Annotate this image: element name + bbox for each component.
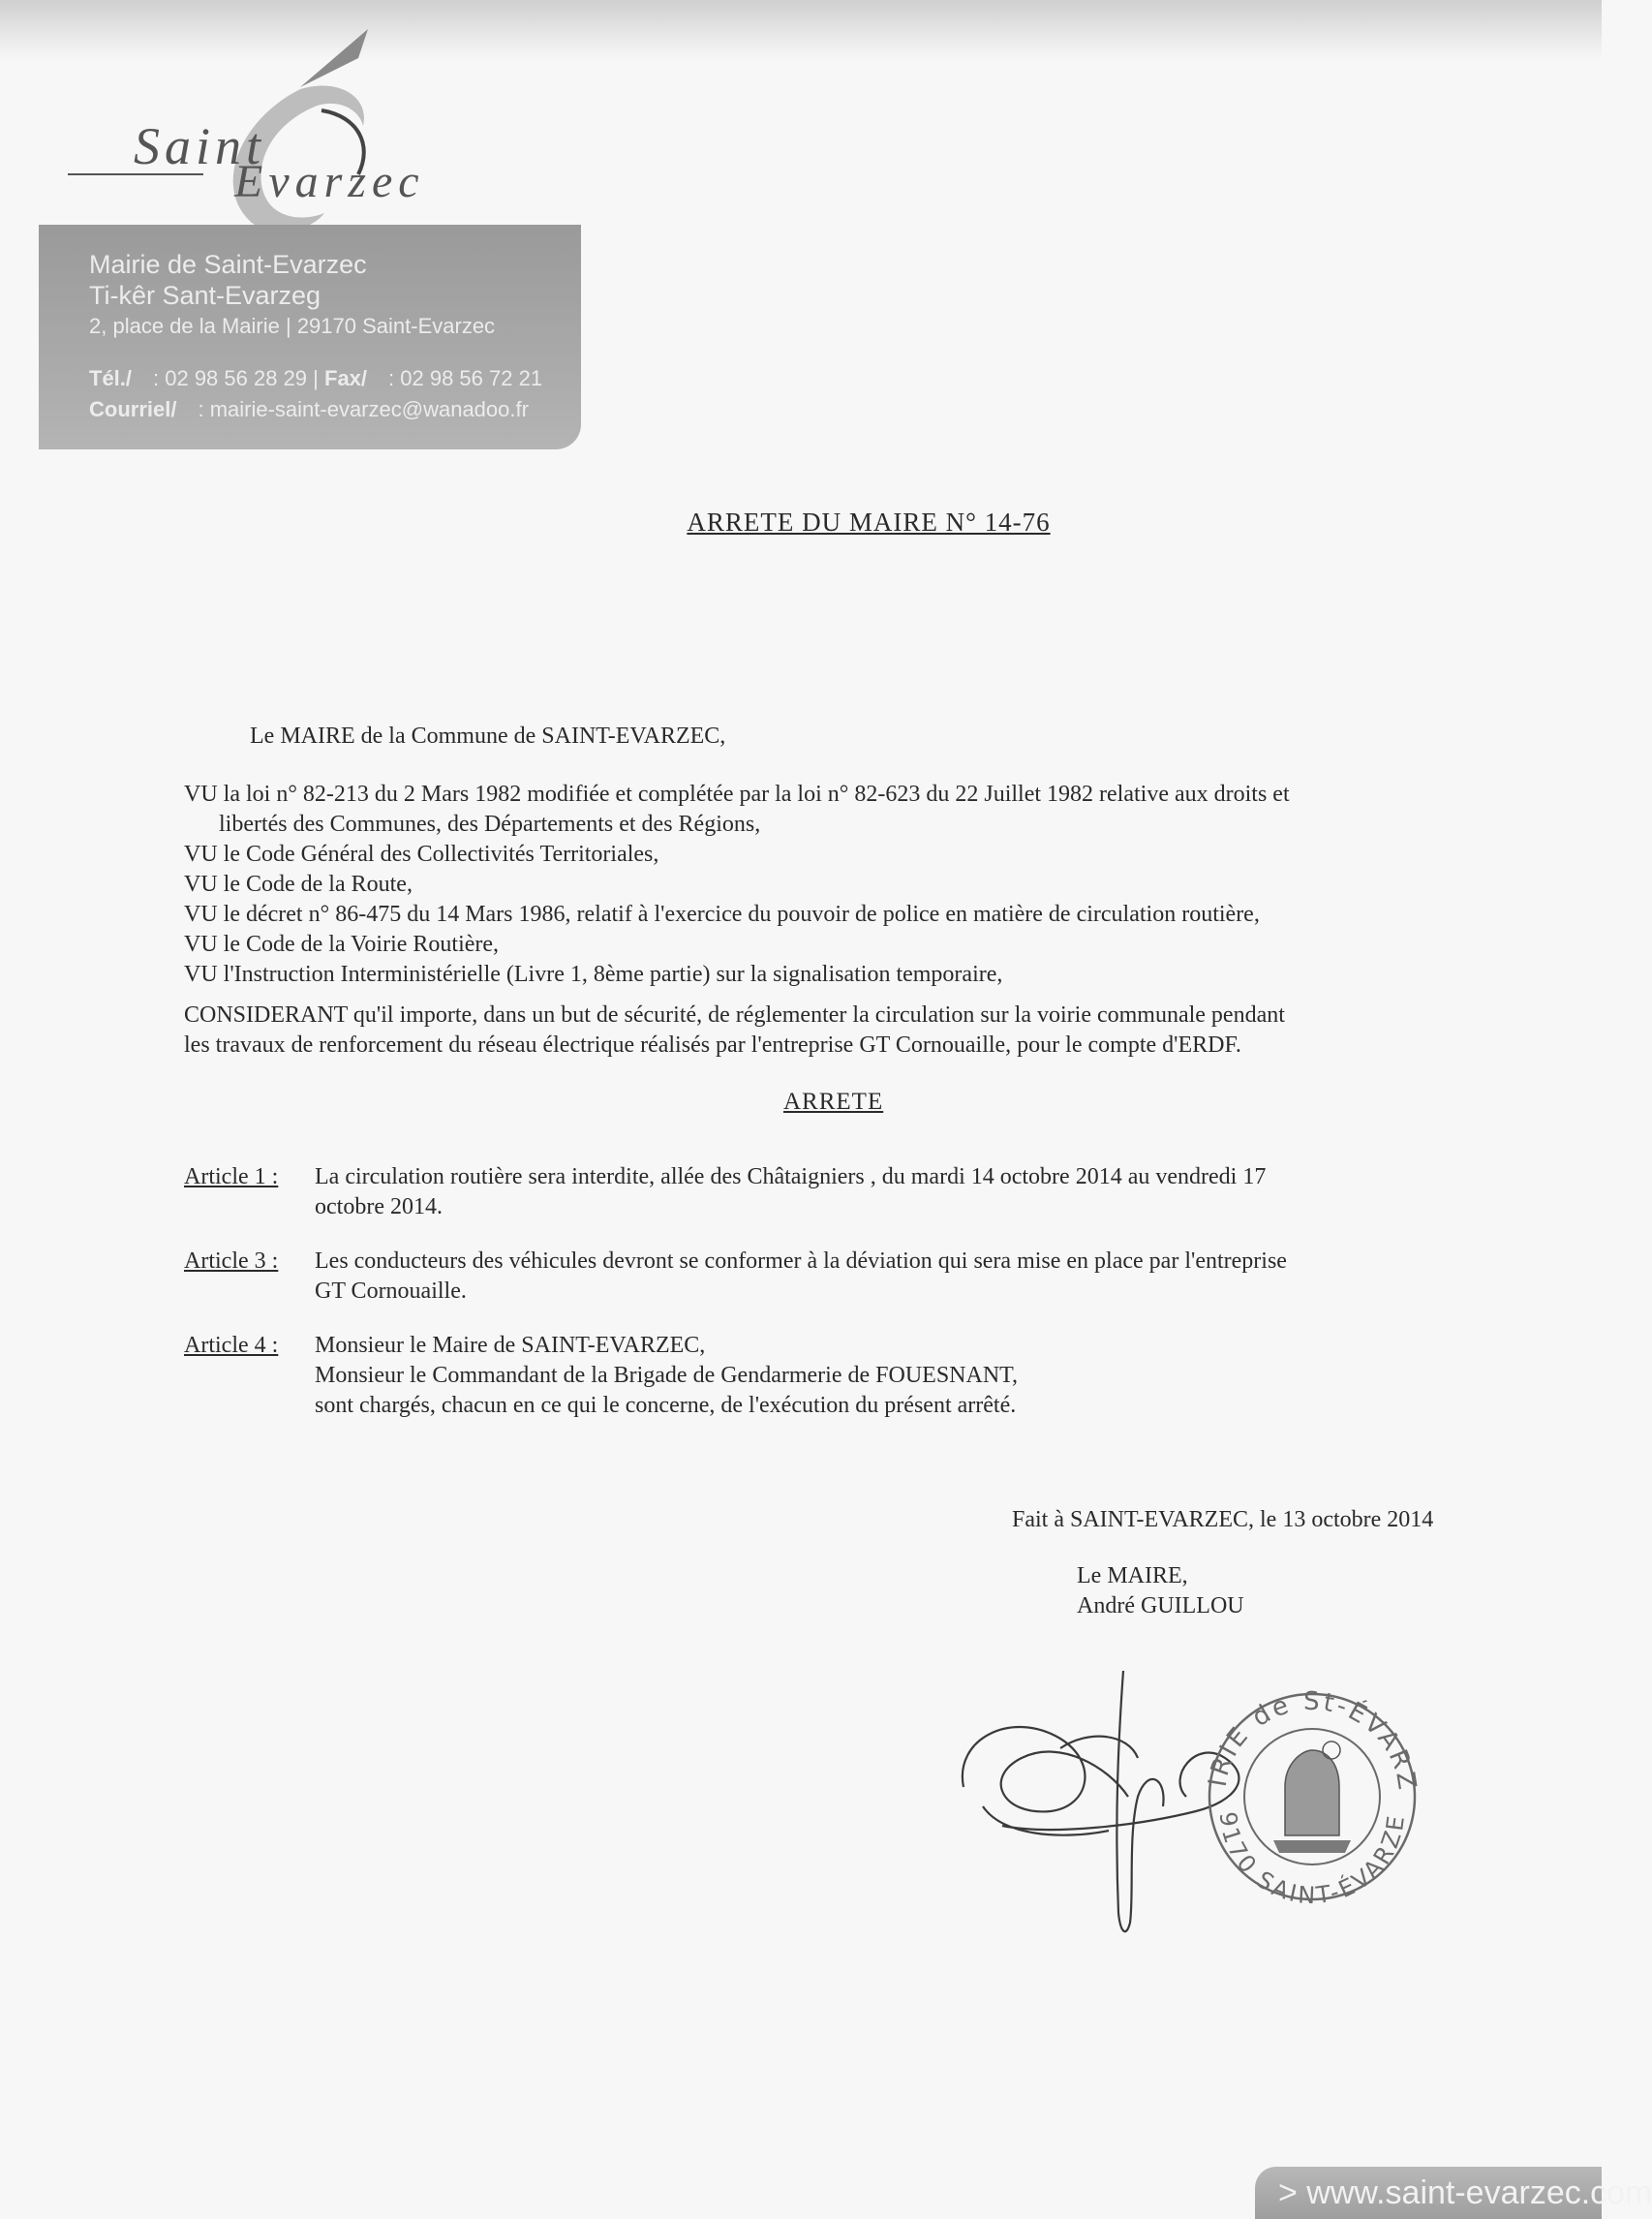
logo-text-evarzec: Evarzec bbox=[234, 156, 425, 207]
article-line: La circulation routière sera interdite, allée des Châtaigniers , du mardi 14 octobre 2014 au vendredi 17 bbox=[315, 1164, 1267, 1189]
phone-fax-line bbox=[89, 366, 542, 391]
vu-line: VU la loi n° 82-213 du 2 Mars 1982 modifiée et complétée par la loi n° 82-623 du 22 Juillet 1982 relative aux droits et bbox=[184, 782, 1290, 807]
town-logo bbox=[68, 29, 474, 242]
article-line: sont chargés, chacun en ce qui le concerne, de l'exécution du présent arrêté. bbox=[315, 1393, 1017, 1418]
article-line: Monsieur le Commandant de la Brigade de Gendarmerie de FOUESNANT, bbox=[315, 1363, 1019, 1388]
vu-line: VU le Code Général des Collectivités Territoriales, bbox=[184, 842, 659, 867]
article-4-text bbox=[315, 1331, 1491, 1421]
mairie-breton-name: Ti-kêr Sant-Evarzeg bbox=[89, 281, 321, 310]
signature-icon bbox=[944, 1642, 1428, 1952]
article-1-text bbox=[315, 1162, 1491, 1222]
vu-line: VU le Code de la Voirie Routière, bbox=[184, 932, 500, 957]
decree-title: ARRETE DU MAIRE N° 14-76 bbox=[687, 508, 1051, 537]
vu-line: VU le décret n° 86-475 du 14 Mars 1986, relatif à l'exercice du pouvoir de police en matière de circulation routière, bbox=[184, 902, 1260, 927]
stamp-bottom-text: 9170 SAINT-ÉVARZE bbox=[1213, 1810, 1411, 1910]
vu-line: libertés des Communes, des Départements et des Régions, bbox=[219, 812, 761, 837]
logo-text-saint: Saint bbox=[134, 117, 266, 175]
website-footer[interactable]: > www.saint-evarzec.com bbox=[1255, 2167, 1602, 2219]
article-line: GT Cornouaille. bbox=[315, 1279, 467, 1304]
article-line: Les conducteurs des véhicules devront se conformer à la déviation qui sera mise en place par l'entreprise bbox=[315, 1248, 1287, 1274]
stamp-seal-icon bbox=[944, 1642, 1422, 1909]
mail-label: Courriel/ bbox=[89, 397, 177, 421]
signature-and-stamp bbox=[944, 1642, 1428, 1952]
article-4-label: Article 4 : bbox=[184, 1333, 279, 1358]
mail-value: : mairie-saint-evarzec@wanadoo.fr bbox=[198, 397, 529, 421]
article-line: octobre 2014. bbox=[315, 1194, 443, 1219]
intro-line: Le MAIRE de la Commune de SAINT-EVARZEC, bbox=[250, 724, 726, 749]
article-3-text bbox=[315, 1247, 1491, 1307]
article-3-label: Article 3 : bbox=[184, 1248, 279, 1274]
signatory-role: Le MAIRE, bbox=[1077, 1563, 1188, 1588]
svg-text:29170 SAINT-ÉVARZEC bbox=[944, 1642, 1410, 1909]
signatory-name: André GUILLOU bbox=[1077, 1593, 1244, 1618]
fax-value: : 02 98 56 72 21 bbox=[388, 366, 543, 390]
tel-value: : 02 98 56 28 29 | bbox=[153, 366, 319, 390]
stamp-top-text: IRIE de St-ÉVARZ bbox=[1203, 1686, 1423, 1795]
address-box bbox=[39, 225, 581, 449]
mairie-address: 2, place de la Mairie | 29170 Saint-Evarzec bbox=[89, 314, 496, 338]
considerant-line: CONSIDERANT qu'il importe, dans un but de sécurité, de réglementer la circulation sur la voirie communale pendant bbox=[184, 1002, 1285, 1028]
fax-label: Fax/ bbox=[324, 366, 368, 390]
vu-line: VU l'Instruction Interministérielle (Livre 1, 8ème partie) sur la signalisation temporaire, bbox=[184, 962, 1003, 987]
place-date-line: Fait à SAINT-EVARZEC, le 13 octobre 2014 bbox=[1012, 1507, 1434, 1532]
mairie-name: Mairie de Saint-Evarzec bbox=[89, 250, 367, 279]
vu-line: VU le Code de la Route, bbox=[184, 872, 413, 897]
tel-label: Tél./ bbox=[89, 366, 133, 390]
considerant-line: les travaux de renforcement du réseau électrique réalisés par l'entreprise GT Cornouaille, pour le compte d'ERDF. bbox=[184, 1032, 1241, 1058]
article-1-label: Article 1 : bbox=[184, 1164, 279, 1189]
logo-swirl-icon bbox=[68, 29, 474, 242]
article-line: Monsieur le Maire de SAINT-EVARZEC, bbox=[315, 1333, 706, 1358]
arrete-heading: ARRETE bbox=[783, 1089, 884, 1115]
email-line bbox=[89, 397, 529, 422]
